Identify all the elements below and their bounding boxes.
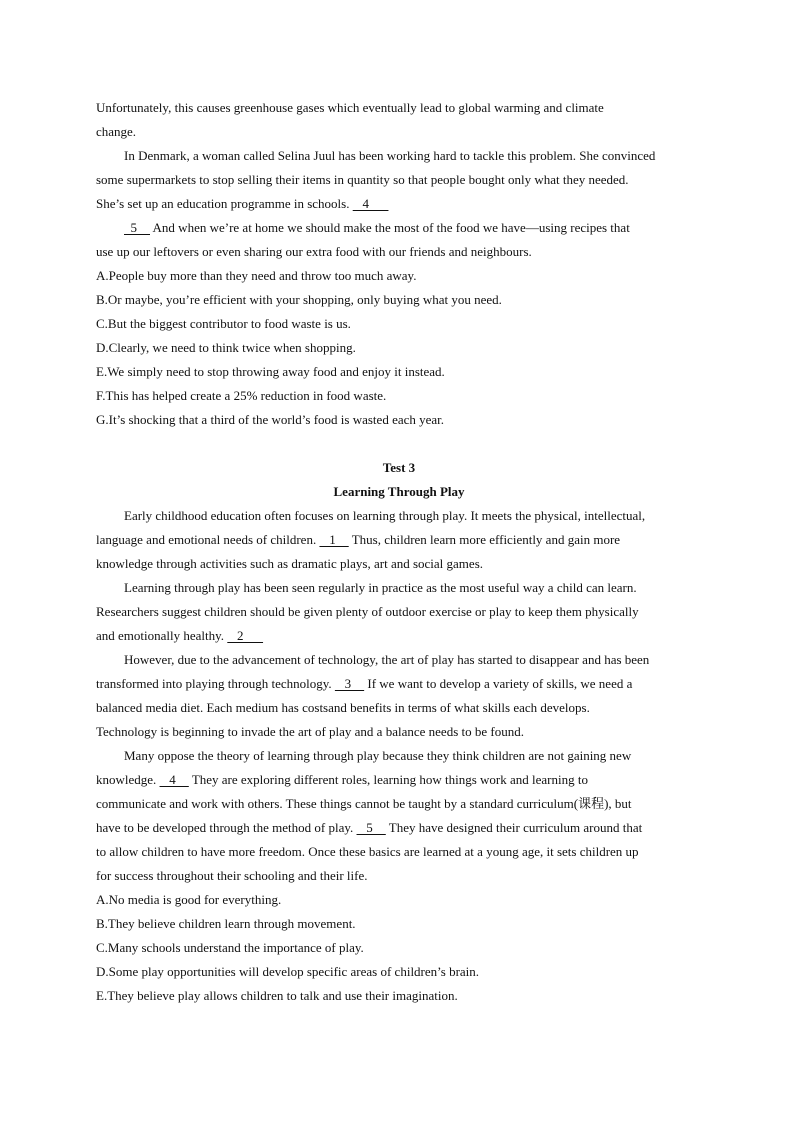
blank-1[interactable]: 1	[319, 532, 349, 547]
text-segment: and emotionally healthy.	[96, 628, 225, 643]
blank-5[interactable]: 5	[124, 220, 150, 235]
paragraph-line: to allow children to have more freedom. Once these basics are learned at a young age, it sets children up	[96, 844, 639, 859]
option-e: E.They believe play allows children to talk and use their imagination.	[96, 988, 458, 1003]
paragraph-line	[96, 624, 702, 648]
paragraph-line: Early childhood education often focuses on learning through play. It meets the physical, intellectual,	[124, 508, 646, 523]
paragraph-line: Researchers suggest children should be given plenty of outdoor exercise or play to keep them physically	[96, 604, 639, 619]
blank-5[interactable]: 5	[356, 820, 386, 835]
option-f: F.This has helped create a 25% reduction in food waste.	[96, 388, 387, 403]
paragraph-line	[96, 528, 702, 552]
option-d: D.Clearly, we need to think twice when shopping.	[96, 340, 356, 355]
text-segment: She’s set up an education programme in schools.	[96, 196, 350, 211]
blank-3[interactable]: 3	[334, 676, 365, 691]
paragraph-line	[96, 672, 702, 696]
paragraph-line: Many oppose the theory of learning through play because they think children are not gaining new	[124, 748, 632, 763]
text-segment: Thus, children learn more efficiently and gain more	[351, 532, 621, 547]
paragraph-line: communicate and work with others. These things cannot be taught by a standard curriculum(课程), but	[96, 796, 632, 811]
paragraph-line: knowledge through activities such as dramatic plays, art and social games.	[96, 556, 483, 571]
blank-4[interactable]: 4	[159, 772, 189, 787]
option-a: A.People buy more than they need and throw too much away.	[96, 268, 417, 283]
paragraph-line	[96, 216, 702, 240]
paragraph-line: In Denmark, a woman called Selina Juul has been working hard to tackle this problem. She convinced	[124, 148, 656, 163]
paragraph-line: change.	[96, 124, 137, 139]
text-segment: They have designed their curriculum around that	[388, 820, 643, 835]
paragraph-line: some supermarkets to stop selling their items in quantity so that people bought only what they needed.	[96, 172, 629, 187]
test-number: Test 3	[382, 460, 416, 475]
option-c: C.Many schools understand the importance of play.	[96, 940, 364, 955]
paragraph-line: Technology is beginning to invade the art of play and a balance needs to be found.	[96, 724, 524, 739]
option-b: B.They believe children learn through movement.	[96, 916, 356, 931]
blank-4[interactable]: 4	[352, 196, 389, 211]
text-segment: And when we’re at home we should make the most of the food we have—using recipes that	[152, 220, 630, 235]
paragraph-line	[96, 768, 702, 792]
blank-2[interactable]: 2	[227, 628, 264, 643]
text-segment: If we want to develop a variety of skills, we need a	[367, 676, 633, 691]
option-c: C.But the biggest contributor to food waste is us.	[96, 316, 351, 331]
paragraph-line	[96, 816, 702, 840]
option-g: G.It’s shocking that a third of the world’s food is wasted each year.	[96, 412, 445, 427]
paragraph-line	[96, 192, 702, 216]
text-segment: have to be developed through the method of play.	[96, 820, 354, 835]
paragraph-line: use up our leftovers or even sharing our extra food with our friends and neighbours.	[96, 244, 532, 259]
paragraph-line: Unfortunately, this causes greenhouse gases which eventually lead to global warming and climate	[96, 100, 604, 115]
option-b: B.Or maybe, you’re efficient with your shopping, only buying what you need.	[96, 292, 502, 307]
paragraph-line: for success throughout their schooling and their life.	[96, 868, 368, 883]
paragraph-line: Learning through play has been seen regularly in practice as the most useful way a child can learn.	[124, 580, 637, 595]
article-title: Learning Through Play	[333, 484, 465, 499]
text-segment: knowledge.	[96, 772, 157, 787]
text-segment: They are exploring different roles, learning how things work and learning to	[191, 772, 588, 787]
paragraph-line: balanced media diet. Each medium has costsand benefits in terms of what skills each develops.	[96, 700, 590, 715]
paragraph-line: However, due to the advancement of technology, the art of play has started to disappear and has been	[124, 652, 650, 667]
option-a: A.No media is good for everything.	[96, 892, 282, 907]
option-e: E.We simply need to stop throwing away food and enjoy it instead.	[96, 364, 445, 379]
document-page	[96, 96, 702, 1008]
option-d: D.Some play opportunities will develop specific areas of children’s brain.	[96, 964, 480, 979]
text-segment: transformed into playing through technology.	[96, 676, 332, 691]
text-segment: language and emotional needs of children.	[96, 532, 317, 547]
